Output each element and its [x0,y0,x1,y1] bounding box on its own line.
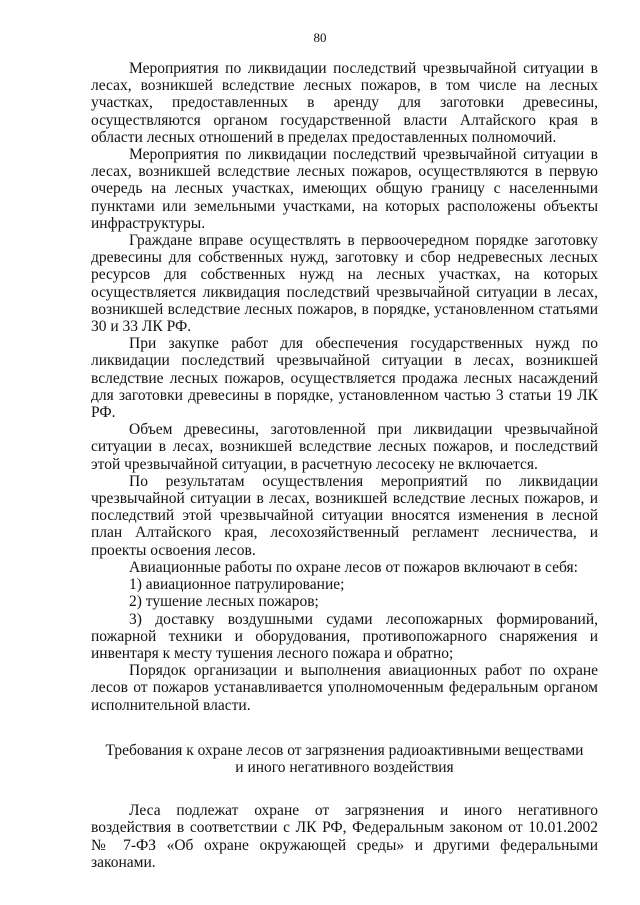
paragraph-wood-volume: Объем древесины, заготовленной при ликвидации чрезвычайной ситуации в лесах, возникшей вследствие лесных пожаров, и последствий этой чрезвычайной ситуации, в расчетную лесосеку не включается. [91,421,598,473]
paragraph-pollution-protection: Леса подлежат охране от загрязнения и иного негативного воздействия в соответствии с ЛК РФ, Федеральным законом от 10.01.2002 № 7-ФЗ «Об охране окружающей среды» и другими федеральными законами. [91,802,598,871]
paragraph-priority-areas: Мероприятия по ликвидации последствий чрезвычайной ситуации в лесах, возникшей вследствие лесных пожаров, осуществляются в первую очередь на лесных участках, имеющих общую границу с населенными пунктами или земельными участками, на которых расположены объекты инфраструктуры. [91,146,598,232]
paragraph-aviation-procedure: Порядок организации и выполнения авиационных работ по охране лесов от пожаров устанавливается уполномоченным федеральным органом исполнительной власти. [91,662,598,714]
paragraph-aviation-intro: Авиационные работы по охране лесов от пожаров включают в себя: [129,558,578,576]
paragraph-procurement: При закупке работ для обеспечения государственных нужд по ликвидации последствий чрезвычайной ситуации в лесах, возникшей вследствие лесных пожаров, осуществляется продажа лесных насаждений для заготовки древесины в порядке, установленном частью 3 статьи 19 ЛК РФ. [91,335,598,422]
page-number: 80 [313,30,327,45]
paragraph-citizens-rights: Граждане вправе осуществлять в первоочередном порядке заготовку древесины для собственных нужд, заготовку и сбор недревесных лесных ресурсов для собственных нужд на лесных участках, на которых осуществляется ликвидация последствий чрезвычайной ситуации в лесах, возникшей вследствие лесных пожаров, в порядке, установленном статьями 30 и 33 ЛК РФ. [91,232,598,336]
section-heading-line-2: и иного негативного воздействия [235,758,454,776]
list-item-extinguishing: 2) тушение лесных пожаров; [129,593,319,611]
paragraph-emergency-liquidation-authority: Мероприятия по ликвидации последствий чрезвычайной ситуации в лесах, возникшей вследствие лесных пожаров, в том числе на лесных участках, предоставленных в аренду для заготовки древесины, осуществляются органом государственной власти Алтайского края в области лесных отношений в пределах предоставленных полномочий. [91,60,598,146]
list-item-patrol: 1) авиационное патрулирование; [129,576,345,594]
document-body [91,60,598,871]
list-item-delivery: 3) доставку воздушными судами лесопожарных формирований, пожарной техники и оборудования, противопожарного снаряжения и инвентаря к месту тушения лесного пожара и обратно; [91,610,598,662]
section-heading [91,742,598,776]
paragraph-plan-changes: По результатам осуществления мероприятий по ликвидации чрезвычайной ситуации в лесах, возникшей вследствие лесных пожаров, и последствий этой чрезвычайной ситуации вносятся изменения в лесной план Алтайского края, лесохозяйственный регламент лесничества, и проекты освоения лесов. [91,472,598,559]
section-heading-line-1: Требования к охране лесов от загрязнения радиоактивными веществами [105,741,584,759]
